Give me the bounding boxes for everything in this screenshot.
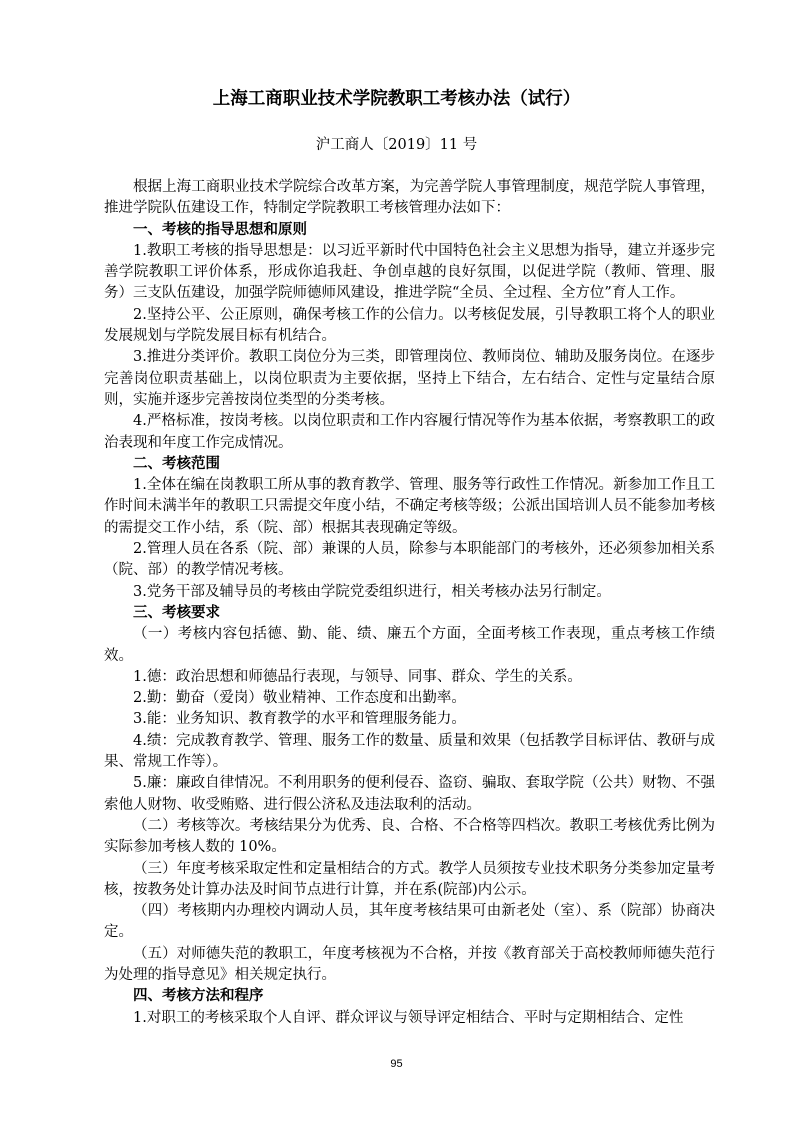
document-title: 上海工商职业技术学院教职工考核办法（试行） [212, 89, 581, 109]
page-number: 95 [390, 1058, 403, 1070]
paragraph: 1.对职工的考核采取个人自评、群众评议与领导评定相结合、平时与定期相结合、定性 [133, 1009, 684, 1026]
paragraph: 2.管理人员在各系（院、部）兼课的人员，除参与本职能部门的考核外，还必须参加相关系（院、部）的教学情况考核。 [104, 541, 715, 579]
section-heading-1: 一、考核的指导思想和原则 [133, 221, 307, 238]
paragraph: （五）对师德失范的教职工，年度考核视为不合格，并按《教育部关于高校教师师德失范行为处理的指导意见》相关规定执行。 [104, 945, 715, 983]
paragraph: 3.党务干部及辅导员的考核由学院党委组织进行，相关考核办法另行制定。 [133, 583, 611, 600]
paragraph: （二）考核等次。考核结果分为优秀、良、合格、不合格等四档次。教职工考核优秀比例为实际参加考核人数的 10%。 [104, 817, 715, 856]
section-heading-4: 四、考核方法和程序 [133, 988, 264, 1005]
paragraph: 1.德：政治思想和师德品行表现，与领导、同事、群众、学生的关系。 [133, 668, 582, 685]
paragraph: （四）考核期内办理校内调动人员，其年度考核结果可由新老处（室）、系（院部）协商决定。 [104, 903, 715, 941]
paragraph: 2.坚持公平、公正原则，确保考核工作的公信力。以考核促发展，引导教职工将个人的职业发展规划与学院发展目标有机结合。 [104, 306, 715, 345]
paragraph: 1.全体在编在岗教职工所从事的教育教学、管理、服务等行政性工作情况。新参加工作且工作时间未满半年的教职工只需提交年度小结，不确定考核等级；公派出国培训人员不能参加考核的需提交工作小结，系（院、部）根据其表现确定等级。 [104, 477, 715, 536]
paragraph: 3.能：业务知识、教育教学的水平和管理服务能力。 [133, 711, 466, 728]
paragraph: 4.严格标准，按岗考核。以岗位职责和工作内容履行情况等作为基本依据，考察教职工的政治表现和年度工作完成情况。 [104, 413, 715, 451]
section-heading-3: 三、考核要求 [133, 604, 220, 621]
paragraph: 5.廉：廉政自律情况。不利用职务的便利侵吞、盗窃、骗取、套取学院（公共）财物、不强索他人财物、收受贿赂、进行假公济私及违法取利的活动。 [104, 775, 715, 813]
paragraph: 2.勤：勤奋（爱岗）敬业精神、工作态度和出勤率。 [133, 690, 466, 707]
section-heading-2: 二、考核范围 [133, 455, 220, 472]
paragraph: 3.推进分类评价。教职工岗位分为三类，即管理岗位、教师岗位、辅助及服务岗位。在逐步完善岗位职责基础上，以岗位职责为主要依据，坚持上下结合，左右结合、定性与定量结合原则，实施并逐步完善按岗位类型的分类考核。 [104, 349, 715, 408]
intro-paragraph: 根据上海工商职业技术学院综合改革方案，为完善学院人事管理制度，规范学院人事管理，推进学院队伍建设工作，特制定学院教职工考核管理办法如下： [104, 179, 715, 217]
document-number: 沪工商人〔2019〕11 号 [315, 137, 478, 153]
paragraph: （三）年度考核采取定性和定量相结合的方式。教学人员须按专业技术职务分类参加定量考核，按教务处计算办法及时间节点进行计算，并在系(院部)内公示。 [104, 860, 715, 898]
paragraph: （一）考核内容包括德、勤、能、绩、廉五个方面，全面考核工作表现，重点考核工作绩效。 [104, 626, 715, 664]
paragraph: 4.绩：完成教育教学、管理、服务工作的数量、质量和效果（包括教学目标评估、教研与成果、常规工作等）。 [104, 732, 715, 771]
paragraph: 1.教职工考核的指导思想是：以习近平新时代中国特色社会主义思想为指导，建立并逐步完善学院教职工评价体系，形成你追我赶、争创卓越的良好氛围，以促进学院（教师、管理、服务）三支队伍建设，加强学院师德师风建设，推进学院“全员、全过程、全方位”育人工作。 [104, 242, 715, 302]
document-body [104, 177, 715, 1029]
